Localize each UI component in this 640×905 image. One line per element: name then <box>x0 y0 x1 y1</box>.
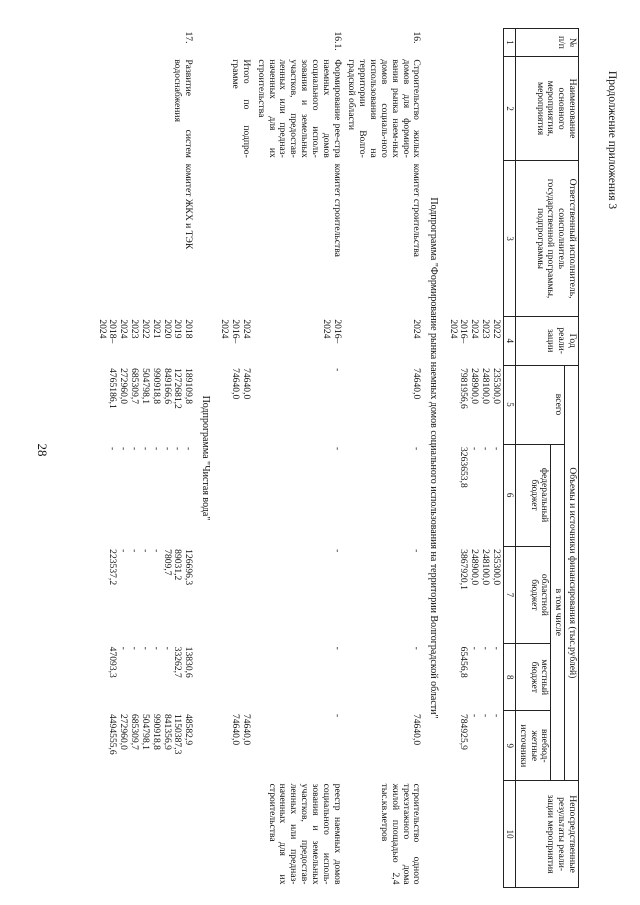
row-extra: 48582,9 1150387,3 841356,9 990918,8 504798,1 685309,7 272960,0 4494555,6 <box>107 713 195 755</box>
header-year: Год реали- зации <box>515 316 578 365</box>
column-number: 5 <box>503 365 515 444</box>
header-num: № п/п <box>515 29 578 57</box>
row-total: 74640,0 <box>411 368 423 400</box>
row-num <box>217 29 253 57</box>
header-results: Непосредственные результаты реали- зации мероприятия <box>515 781 578 888</box>
row-result <box>217 781 253 888</box>
row-local: - <box>331 646 343 650</box>
row-years: 2018 2019 2020 2021 2022 2023 2024 2018– 2024 <box>96 319 195 344</box>
row-name: Итого по подпро-грамме <box>230 59 252 158</box>
table-row <box>94 29 195 888</box>
header-regional: областной бюджет <box>515 546 550 644</box>
column-number: 9 <box>503 711 515 781</box>
row-num <box>445 29 504 57</box>
column-number: 1 <box>503 29 515 57</box>
row-years: 2022 2023 2024 2016– 2024 <box>447 319 502 344</box>
row-local <box>217 644 253 711</box>
header-federal: федеральный бюджет <box>515 444 550 546</box>
header-local: местный бюджет <box>515 644 550 711</box>
row-regional: 235300,0 248100,0 248900,0 3867920,1 <box>458 549 502 590</box>
row-local: 13830,6 33262,7 - - - - - 47093,3 <box>107 646 195 678</box>
row-num: 17. <box>183 31 195 44</box>
column-number: 10 <box>503 781 515 888</box>
column-number: 7 <box>503 546 515 644</box>
header-total: всего <box>515 365 564 444</box>
row-federal: - <box>331 447 343 451</box>
table-row <box>253 29 344 888</box>
row-years: 2016– 2024 <box>320 319 343 344</box>
row-total: 189109,8 1272681,2 849166,6 990918,8 504798,1 685309,7 272960,0 4765186,1 <box>107 368 195 409</box>
subprogram-row <box>423 29 444 888</box>
row-executor <box>445 161 504 317</box>
row-federal: - - - 3263653,8 <box>458 447 502 488</box>
column-number: 2 <box>503 56 515 160</box>
row-regional: - <box>411 549 423 553</box>
financing-table <box>94 28 579 888</box>
row-num: 16. <box>411 31 423 44</box>
row-regional: 126696,3 89031,2 7809,7 - - - - 223537,2 <box>107 549 195 586</box>
row-federal: - <box>411 447 423 451</box>
row-federal: - - - - - - - - <box>107 447 195 451</box>
header-finance-group: Объемы и источники финансирования (тыс.рублей) <box>565 365 579 781</box>
row-result: строительство одного трехэтажного дома жилой площадью 2,4 тыс.кв.метров <box>378 783 423 885</box>
row-num: 16.1. <box>331 31 343 51</box>
subprogram-title: Подпрограмма "Формирование рынка наемных домов социального использования на территории Волгоградской области" <box>427 197 439 719</box>
header-name: Наименование основного мероприятия, мероприятия <box>515 56 578 160</box>
row-extra: - <box>331 713 343 718</box>
row-result: реестр наемных домов социального исполь-зования и земельных участков, предостав-ленных или предназ-наченных для их строительства <box>266 783 343 885</box>
column-number: 6 <box>503 444 515 546</box>
row-name: Строительство жилых домов для формиро-вания рынка наем-ных домов социаль-ного использования на территории Волго-градской области <box>346 59 423 158</box>
row-result <box>94 781 195 888</box>
row-years: 2024 <box>411 319 423 339</box>
row-executor: комитет строительства <box>331 163 343 257</box>
row-local: - <box>411 646 423 650</box>
rotated-table-container <box>9 28 579 888</box>
page-number: 28 <box>35 443 50 457</box>
table-row <box>217 29 253 888</box>
row-executor <box>217 161 253 317</box>
subprogram-row <box>195 29 216 888</box>
column-number-row <box>503 29 515 888</box>
row-name: Развитие систем водоснабжения <box>172 59 195 158</box>
continuation-label: Продолжение приложения 3 <box>606 70 618 210</box>
row-federal <box>217 444 253 546</box>
row-total: 74640,0 74640,0 <box>230 368 252 400</box>
row-regional: - <box>331 549 343 553</box>
table-row <box>445 29 504 888</box>
row-extra: 74640,0 <box>411 713 423 746</box>
row-years: 2024 2016– 2024 <box>219 319 252 344</box>
row-executor: комитет строительства <box>411 163 423 257</box>
header-executor: Ответственный исполнитель, соисполнитель государственной программы, подпрограммы <box>515 161 578 317</box>
row-executor: комитет ЖКХ и ТЭК <box>183 163 195 250</box>
header-including: в том числе <box>551 444 565 781</box>
table-row <box>344 29 424 888</box>
row-total: 235300,0 248100,0 248900,0 7981956,6 <box>458 368 502 409</box>
row-local: - - - 65456,8 <box>458 646 502 678</box>
row-extra: 74640,0 74640,0 <box>230 713 252 746</box>
row-total: - <box>331 368 343 372</box>
header-extra: внебюд- жетные источники <box>515 711 550 781</box>
row-regional <box>217 546 253 644</box>
subprogram-title: Подпрограмма "Чистая вода" <box>199 395 211 521</box>
row-result <box>445 781 504 888</box>
column-number: 3 <box>503 161 515 317</box>
row-name <box>445 56 504 160</box>
column-number: 4 <box>503 316 515 365</box>
column-number: 8 <box>503 644 515 711</box>
row-name: Формирование рее-стра наемных домов социального исполь-зования и земельных участков, предостав-ленных или предназ-наченных для их строительства <box>255 59 343 158</box>
row-extra: - - - 784925,9 <box>458 713 502 750</box>
